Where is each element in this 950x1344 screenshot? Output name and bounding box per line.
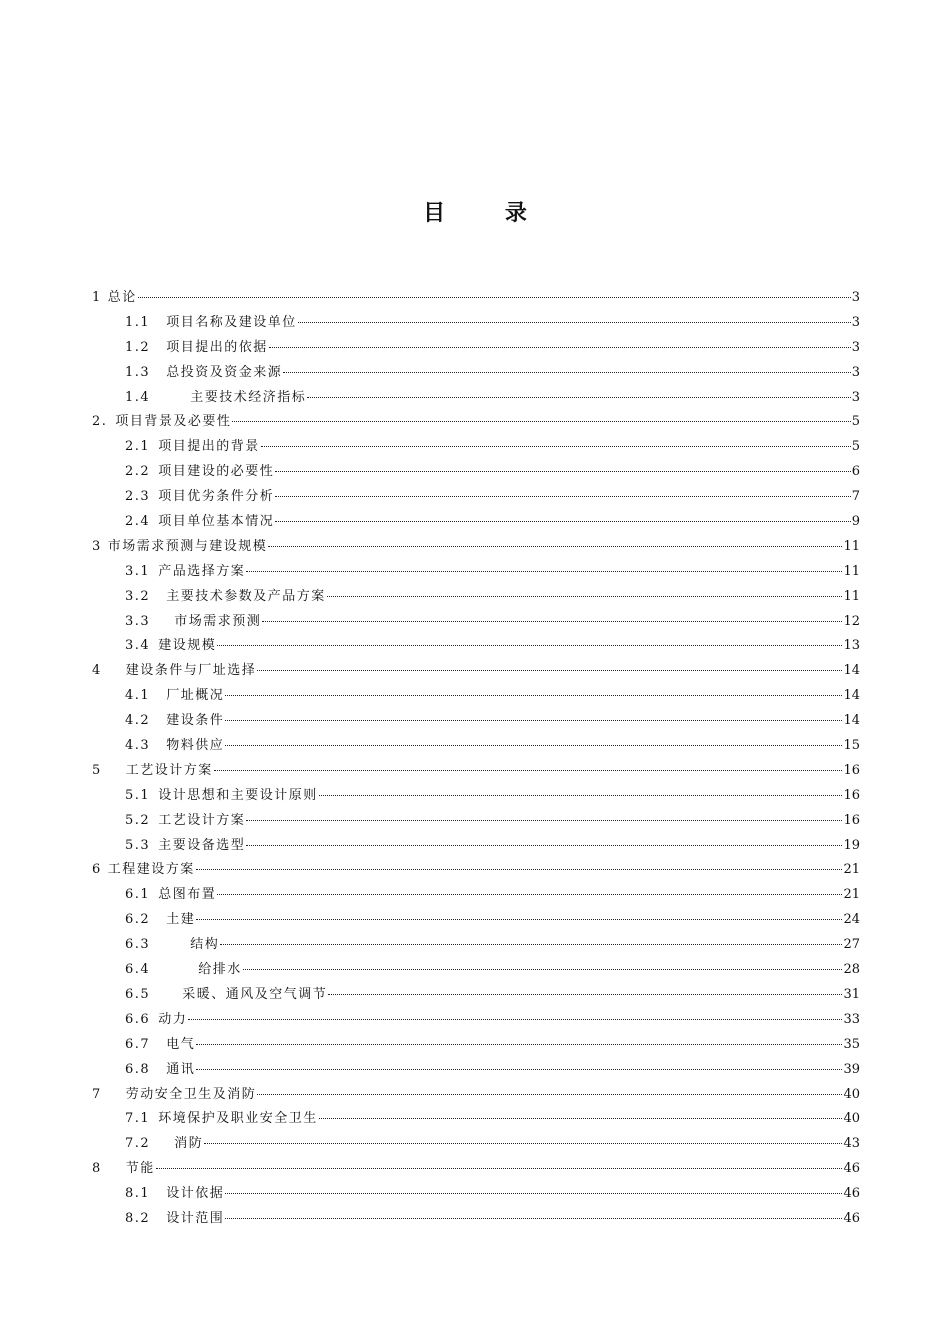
toc-entry-label: 产品选择方案 (158, 563, 246, 579)
toc-entry-page-number: 6 (851, 464, 860, 480)
toc-entry-label: 工艺设计方案 (158, 812, 246, 828)
toc-entry[interactable] (92, 336, 860, 361)
toc-entry-label: 建设条件与厂址选择 (125, 663, 257, 679)
toc-entry[interactable] (92, 933, 860, 958)
toc-entry-number: 4.2 (125, 713, 151, 729)
toc-entry-number: 2. (92, 414, 108, 430)
toc-entry-page-number: 16 (843, 812, 860, 828)
toc-entry-page-number: 46 (843, 1210, 860, 1226)
toc-dot-leader (268, 542, 842, 547)
toc-dot-leader (283, 368, 851, 373)
toc-entry-page-number: 40 (843, 1086, 860, 1102)
toc-entry-number: 3 (92, 538, 102, 554)
toc-entry-label: 环境保护及职业安全卫生 (158, 1111, 318, 1127)
toc-dot-leader (196, 865, 843, 870)
toc-entry-page-number: 3 (851, 314, 860, 330)
toc-entry[interactable] (92, 610, 860, 635)
toc-entry-number: 7.2 (125, 1136, 151, 1152)
toc-entry-label: 厂址概况 (166, 688, 225, 704)
toc-entry[interactable] (92, 1182, 860, 1207)
toc-entry-page-number: 12 (843, 613, 860, 629)
toc-entry-number: 6.7 (125, 1036, 151, 1052)
toc-entry-page-number: 14 (843, 688, 860, 704)
toc-entry-label: 项目名称及建设单位 (166, 314, 297, 330)
toc-dot-leader (298, 318, 851, 323)
toc-entry[interactable] (92, 659, 860, 684)
toc-entry-number: 7 (92, 1086, 102, 1102)
toc-dot-leader (319, 791, 843, 796)
toc-entry-number: 2.2 (125, 464, 151, 480)
toc-entry-number: 7.1 (125, 1111, 151, 1127)
toc-entry-label: 建设条件 (166, 713, 225, 729)
toc-entry-label: 设计范围 (166, 1210, 225, 1226)
toc-entry-page-number: 46 (843, 1161, 860, 1177)
toc-entry[interactable] (92, 809, 860, 834)
toc-entry[interactable] (92, 1107, 860, 1132)
toc-dot-leader (217, 890, 842, 895)
toc-entry-label: 项目单位基本情况 (158, 514, 275, 530)
toc-entry-number: 3.4 (125, 638, 151, 654)
toc-dot-leader (188, 1015, 842, 1020)
toc-entry-number: 3.1 (125, 563, 151, 579)
toc-entry-number: 6.1 (125, 887, 151, 903)
toc-entry-page-number: 15 (843, 738, 860, 754)
toc-entry-number: 4.3 (125, 738, 151, 754)
toc-entry-label: 工艺设计方案 (125, 762, 213, 778)
toc-dot-leader (220, 940, 842, 945)
toc-entry-page-number: 16 (843, 762, 860, 778)
toc-dot-leader (232, 417, 850, 422)
toc-entry-label: 项目建设的必要性 (158, 464, 275, 480)
toc-entry-number: 3.2 (125, 588, 151, 604)
toc-entry-page-number: 19 (843, 837, 860, 853)
toc-entry-page-number: 5 (851, 439, 860, 455)
toc-entry-number: 5.1 (125, 787, 151, 803)
toc-dot-leader (246, 567, 842, 572)
toc-entry-number: 8.1 (125, 1186, 151, 1202)
toc-entry-number: 6.4 (125, 962, 151, 978)
toc-entry-page-number: 3 (851, 290, 860, 305)
toc-entry-label: 消防 (174, 1136, 204, 1152)
toc-entry-number: 2.4 (125, 514, 151, 530)
toc-entry[interactable] (92, 684, 860, 709)
toc-entry[interactable] (92, 983, 860, 1008)
toc-entry-number: 1.4 (125, 389, 151, 405)
toc-entry-page-number: 11 (843, 563, 860, 579)
toc-entry-label: 采暖、通风及空气调节 (182, 986, 328, 1002)
toc-entry-number: 1 (92, 290, 102, 305)
toc-entry[interactable] (92, 435, 860, 460)
toc-entry[interactable] (92, 834, 860, 859)
toc-entry-number: 4.1 (125, 688, 151, 704)
toc-entry[interactable] (92, 1083, 860, 1108)
toc-entry[interactable] (92, 510, 860, 535)
toc-entry-page-number: 39 (843, 1061, 860, 1077)
toc-dot-leader (275, 467, 851, 472)
toc-entry[interactable] (92, 634, 860, 659)
toc-entry-page-number: 24 (843, 912, 860, 928)
toc-entry[interactable] (92, 709, 860, 734)
toc-dot-leader (257, 1090, 842, 1095)
toc-entry-label: 设计思想和主要设计原则 (158, 787, 318, 803)
toc-entry[interactable] (92, 1207, 860, 1232)
toc-entry-label: 项目提出的背景 (158, 439, 260, 455)
toc-entry[interactable] (92, 908, 860, 933)
toc-entry-label: 总投资及资金来源 (166, 364, 283, 380)
toc-entry-label: 总图布置 (158, 887, 217, 903)
toc-entry-page-number: 16 (843, 787, 860, 803)
toc-entry-label: 主要设备选型 (158, 837, 246, 853)
toc-entry-label: 总论 (107, 290, 137, 305)
toc-entry[interactable] (92, 734, 860, 759)
toc-entry[interactable] (92, 386, 860, 411)
toc-dot-leader (225, 741, 842, 746)
toc-entry-label: 工程建设方案 (107, 862, 195, 878)
toc-entry-label: 给排水 (198, 962, 242, 978)
toc-entry-page-number: 21 (843, 887, 860, 903)
toc-dot-leader (307, 393, 851, 398)
toc-entry-label: 劳动安全卫生及消防 (125, 1086, 257, 1102)
toc-entry-page-number: 11 (843, 538, 860, 554)
toc-entry-number: 1.1 (125, 314, 151, 330)
toc-entry-label: 项目背景及必要性 (115, 414, 232, 430)
toc-entry-number: 6.8 (125, 1061, 151, 1077)
toc-entry[interactable] (92, 759, 860, 784)
toc-entry[interactable] (92, 410, 860, 435)
toc-entry-label: 主要技术参数及产品方案 (166, 588, 326, 604)
toc-entry-label: 动力 (158, 1011, 188, 1027)
toc-entry[interactable] (92, 560, 860, 585)
toc-entry-label: 市场需求预测 (174, 613, 262, 629)
toc-entry-page-number: 7 (851, 489, 860, 505)
toc-title: 目 录 (423, 201, 553, 226)
toc-entry[interactable] (92, 784, 860, 809)
toc-entry[interactable] (92, 286, 860, 311)
toc-entry-page-number: 13 (843, 638, 860, 654)
toc-entry-number: 4 (92, 663, 102, 679)
toc-dot-leader (156, 1164, 843, 1169)
toc-dot-leader (327, 592, 843, 597)
toc-entry[interactable] (92, 460, 860, 485)
toc-entry-label: 电气 (166, 1036, 196, 1052)
toc-entry[interactable] (92, 535, 860, 560)
toc-entry-label: 通讯 (166, 1061, 196, 1077)
toc-entry-page-number: 35 (843, 1036, 860, 1052)
toc-dot-leader (225, 691, 842, 696)
toc-entry-page-number: 14 (843, 713, 860, 729)
toc-entry-page-number: 46 (843, 1186, 860, 1202)
toc-entry-page-number: 5 (851, 414, 860, 430)
toc-entry-label: 节能 (125, 1161, 155, 1177)
toc-dot-leader (217, 641, 842, 646)
toc-entry-page-number: 3 (851, 389, 860, 405)
toc-entry-label: 项目优劣条件分析 (158, 489, 275, 505)
toc-entry[interactable] (92, 1033, 860, 1058)
toc-entry-page-number: 9 (851, 514, 860, 530)
toc-entry-page-number: 31 (843, 986, 860, 1002)
toc-entry-page-number: 43 (843, 1136, 860, 1152)
toc-entry-page-number: 27 (843, 937, 860, 953)
toc-dot-leader (214, 766, 843, 771)
toc-entry-page-number: 28 (843, 962, 860, 978)
table-of-contents (92, 286, 860, 1232)
toc-dot-leader (204, 1139, 842, 1144)
toc-entry-number: 6.6 (125, 1011, 151, 1027)
toc-entry-number: 8.2 (125, 1210, 151, 1226)
toc-entry-number: 3.3 (125, 613, 151, 629)
toc-entry-number: 6.3 (125, 937, 151, 953)
toc-entry[interactable] (92, 311, 860, 336)
toc-entry-number: 2.1 (125, 439, 151, 455)
toc-dot-leader (196, 1065, 842, 1070)
toc-entry-label: 物料供应 (166, 738, 225, 754)
toc-entry[interactable] (92, 361, 860, 386)
toc-entry-page-number: 33 (843, 1011, 860, 1027)
toc-entry[interactable] (92, 485, 860, 510)
toc-entry-page-number: 3 (851, 364, 860, 380)
toc-entry-number: 5 (92, 762, 102, 778)
toc-dot-leader (225, 1214, 842, 1219)
toc-entry-number: 6.5 (125, 986, 151, 1002)
toc-entry-number: 6.2 (125, 912, 151, 928)
toc-entry-label: 市场需求预测与建设规模 (107, 538, 268, 554)
toc-dot-leader (196, 915, 842, 920)
toc-entry-label: 设计依据 (166, 1186, 225, 1202)
toc-dot-leader (246, 841, 842, 846)
toc-dot-leader (196, 1040, 842, 1045)
toc-entry-page-number: 21 (843, 862, 860, 878)
toc-entry-label: 建设规模 (158, 638, 217, 654)
toc-entry[interactable] (92, 1058, 860, 1083)
toc-dot-leader (319, 1114, 843, 1119)
toc-entry[interactable] (92, 958, 860, 983)
toc-entry-number: 1.3 (125, 364, 151, 380)
toc-entry[interactable] (92, 1008, 860, 1033)
toc-dot-leader (225, 1189, 842, 1194)
toc-entry[interactable] (92, 858, 860, 883)
toc-entry[interactable] (92, 883, 860, 908)
toc-entry-page-number: 40 (843, 1111, 860, 1127)
toc-entry-number: 5.3 (125, 837, 151, 853)
toc-entry-number: 5.2 (125, 812, 151, 828)
toc-entry[interactable] (92, 1132, 860, 1157)
toc-dot-leader (246, 816, 842, 821)
toc-entry-number: 2.3 (125, 489, 151, 505)
toc-dot-leader (275, 492, 851, 497)
toc-dot-leader (328, 990, 842, 995)
toc-entry-number: 6 (92, 862, 102, 878)
toc-entry-page-number: 11 (843, 588, 860, 604)
toc-entry-label: 项目提出的依据 (166, 339, 268, 355)
toc-entry-page-number: 14 (843, 663, 860, 679)
toc-dot-leader (225, 716, 842, 721)
toc-entry-number: 8 (92, 1161, 102, 1177)
toc-dot-leader (243, 965, 843, 970)
toc-dot-leader (257, 666, 842, 671)
toc-dot-leader (261, 442, 851, 447)
toc-dot-leader (275, 517, 851, 522)
toc-dot-leader (269, 343, 851, 348)
toc-entry-label: 主要技术经济指标 (190, 389, 307, 405)
toc-entry-label: 结构 (190, 937, 220, 953)
toc-entry[interactable] (92, 585, 860, 610)
toc-dot-leader (262, 617, 842, 622)
toc-entry-page-number: 3 (851, 339, 860, 355)
toc-entry-number: 1.2 (125, 339, 151, 355)
toc-entry-label: 土建 (166, 912, 196, 928)
toc-dot-leader (138, 293, 851, 298)
toc-entry[interactable] (92, 1157, 860, 1182)
